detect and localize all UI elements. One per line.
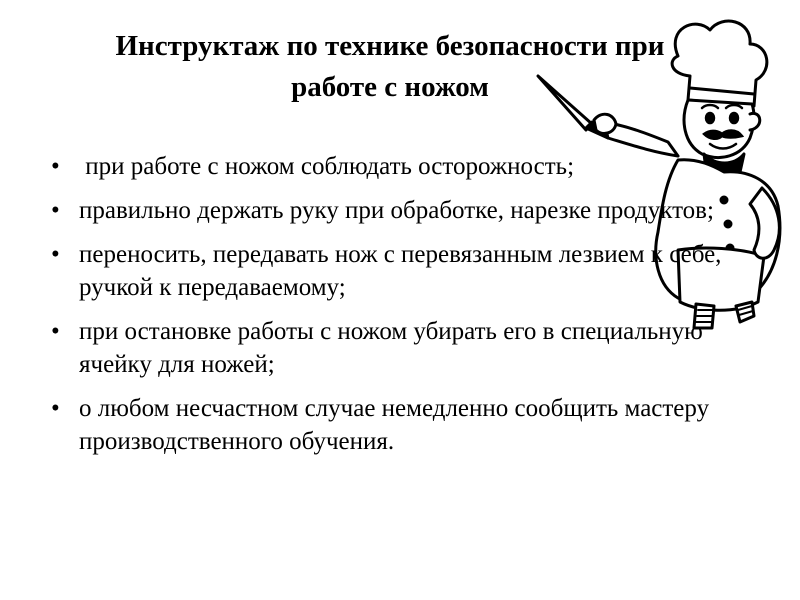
list-item: [0, 392, 780, 458]
slide-title: [20, 26, 760, 108]
list-item: [0, 194, 780, 227]
list-item: [0, 315, 780, 381]
bullet-text: о любом несчастном случае немедленно сообщить мастеру производственного обучения.: [79, 395, 710, 455]
bullet-text: переносить, передавать нож с перевязанным лезвием к себе, ручкой к передаваемому;: [79, 241, 722, 301]
title-line-2: работе с ножом: [291, 71, 489, 103]
list-item: [0, 238, 780, 304]
safety-rules-list: [0, 150, 780, 469]
title-line-1: Инструктаж по технике безопасности при: [115, 30, 665, 62]
bullet-text: при работе с ножом соблюдать осторожность;: [79, 153, 575, 180]
bullet-text: правильно держать руку при обработке, нарезке продуктов;: [79, 197, 714, 224]
list-item: [0, 150, 780, 183]
bullet-icon: •: [51, 395, 60, 422]
bullet-icon: •: [51, 318, 60, 345]
bullet-icon: •: [51, 153, 60, 180]
bullet-text: при остановке работы с ножом убирать его в специальную ячейку для ножей;: [79, 318, 703, 378]
bullet-icon: •: [51, 197, 60, 224]
bullet-icon: •: [51, 241, 60, 268]
